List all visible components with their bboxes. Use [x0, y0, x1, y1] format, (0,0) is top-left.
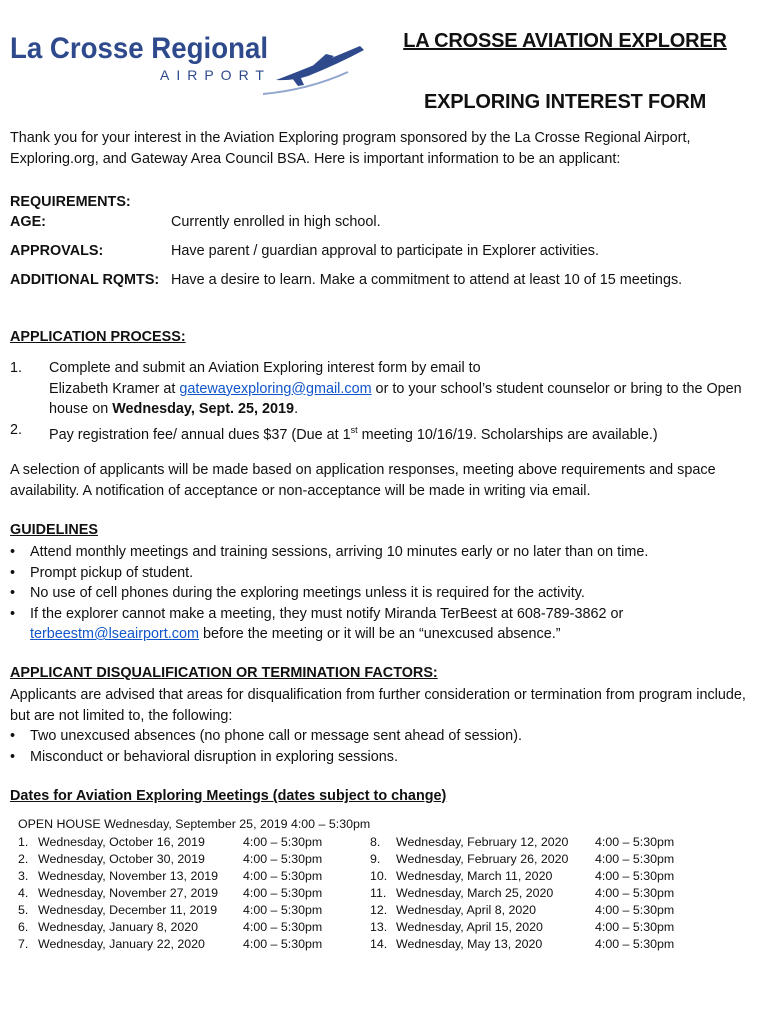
meeting-time: 4:00 – 5:30pm: [595, 886, 675, 900]
factor-text: Two unexcused absences (no phone call or message sent ahead of session).: [30, 728, 522, 744]
meeting-time: 4:00 – 5:30pm: [243, 903, 323, 917]
list-item: [10, 604, 762, 645]
meeting-date: Wednesday, February 26, 2020: [396, 852, 569, 866]
airport-logo: [8, 28, 370, 98]
bullet: •: [10, 605, 16, 622]
meeting-number: 1.: [18, 835, 29, 849]
meeting-date: Wednesday, December 11, 2019: [38, 903, 218, 917]
requirement-value: Have parent / guardian approval to participate in Explorer activities.: [171, 243, 599, 259]
superscript: st: [350, 424, 358, 435]
meeting-number: 3.: [18, 869, 29, 883]
logo-line1: La Crosse Regional: [10, 32, 268, 65]
meeting-date: Wednesday, March 11, 2020: [396, 869, 553, 883]
meeting-number: 12.: [370, 903, 388, 917]
meeting-time: 4:00 – 5:30pm: [595, 852, 675, 866]
meeting-date: Wednesday, November 27, 2019: [38, 886, 219, 900]
meeting-time: 4:00 – 5:30pm: [243, 937, 323, 951]
bullet: •: [10, 585, 16, 601]
meeting-time: 4:00 – 5:30pm: [243, 920, 323, 934]
step-number: 2.: [10, 421, 23, 438]
guidelines-heading: GUIDELINES: [10, 522, 98, 538]
step-text: Pay registration fee/ annual dues $37 (Due at 1: [49, 426, 351, 443]
bullet: •: [10, 544, 16, 560]
list-item: [10, 726, 762, 747]
meeting-time: 4:00 – 5:30pm: [595, 835, 675, 849]
list-item: [10, 420, 762, 445]
requirements-heading: REQUIREMENTS:: [10, 194, 131, 210]
meeting-number: 13.: [370, 920, 388, 934]
disqualification-paragraph: Applicants are advised that areas for disqualification from further consideration or termination from program include, but are not limited to, the following:: [10, 687, 746, 724]
meeting-date: Wednesday, January 8, 2020: [38, 920, 199, 934]
requirement-label: AGE:: [10, 214, 46, 230]
meeting-number: 8.: [370, 835, 381, 849]
meeting-time: 4:00 – 5:30pm: [243, 869, 323, 883]
form-subtitle: EXPLORING INTEREST FORM: [423, 91, 707, 113]
meeting-time: 4:00 – 5:30pm: [243, 886, 323, 900]
list-item: [10, 747, 762, 768]
meeting-number: 11.: [370, 886, 387, 900]
meeting-number: 10.: [370, 869, 388, 883]
open-house-date: Wednesday, Sept. 25, 2019: [112, 401, 295, 417]
bullet: •: [10, 728, 16, 744]
factor-text: Misconduct or behavioral disruption in exploring sessions.: [30, 748, 398, 765]
email-link[interactable]: gatewayexploring@gmail.com: [179, 380, 372, 397]
disqualification-heading: APPLICANT DISQUALIFICATION OR TERMINATION FACTORS:: [10, 665, 438, 681]
meeting-time: 4:00 – 5:30pm: [595, 869, 675, 883]
meeting-date: Wednesday, April 8, 2020: [396, 903, 537, 917]
meeting-date: Wednesday, January 22, 2020: [38, 937, 205, 951]
meeting-date: Wednesday, March 25, 2020: [396, 886, 554, 900]
guideline-text: Prompt pickup of student.: [30, 564, 194, 581]
guideline-text: Attend monthly meetings and training sessions, arriving 10 minutes early or no later than on time.: [30, 544, 649, 560]
guidelines-list: [10, 542, 762, 645]
meeting-time: 4:00 – 5:30pm: [595, 903, 675, 917]
list-item: [10, 358, 762, 420]
intro-paragraph: Thank you for your interest in the Aviation Exploring program sponsored by the La Crosse Regional Airport, Exploring.org, and Gateway Area Council BSA. Here is important information to be an applicant:: [10, 130, 691, 167]
requirement-value: Currently enrolled in high school.: [171, 214, 381, 230]
meeting-date: Wednesday, May 13, 2020: [396, 937, 543, 951]
requirement-label: APPROVALS:: [10, 243, 104, 259]
meeting-date: Wednesday, April 15, 2020: [396, 920, 543, 934]
guideline-text: If the explorer cannot make a meeting, they must notify Miranda TerBeest at 608-789-3862 or: [30, 605, 624, 622]
step-number: 1.: [10, 360, 23, 376]
logo-line2: AIRPORT: [160, 67, 271, 83]
guideline-text: No use of cell phones during the exploring meetings unless it is required for the activity.: [30, 585, 585, 601]
meeting-date: Wednesday, October 16, 2019: [38, 835, 205, 849]
meeting-number: 4.: [18, 886, 29, 900]
meeting-number: 14.: [370, 937, 388, 951]
page-title: LA CROSSE AVIATION EXPLORER: [403, 30, 727, 52]
application-process-heading: APPLICATION PROCESS:: [10, 329, 186, 345]
guideline-text: before the meeting or it will be an “unexcused absence.”: [198, 626, 561, 642]
meeting-time: 4:00 – 5:30pm: [243, 852, 323, 866]
disqualification-list: [10, 726, 762, 767]
application-steps: [10, 358, 762, 445]
step-text: Complete and submit an Aviation Exploring interest form by email to: [49, 360, 481, 376]
requirement-label: ADDITIONAL RQMTS:: [10, 272, 160, 288]
meeting-time: 4:00 – 5:30pm: [243, 835, 323, 849]
step-text: or to your school’s student counselor or bring to the Open house on: [49, 380, 742, 417]
meeting-time: 4:00 – 5:30pm: [595, 920, 675, 934]
step-text: meeting 10/16/19. Scholarships are available.): [357, 426, 658, 443]
requirement-value: Have a desire to learn. Make a commitment to attend at least 10 of 15 meetings.: [171, 272, 683, 288]
list-item: [10, 583, 762, 604]
meeting-number: 7.: [18, 937, 29, 951]
step-text: Elizabeth Kramer at: [49, 380, 180, 397]
meeting-number: 6.: [18, 920, 29, 934]
meeting-number: 9.: [370, 852, 381, 866]
selection-paragraph: A selection of applicants will be made based on application responses, meeting above requirements and space availability. A notification of acceptance or non-acceptance will be made in writing via email.: [10, 462, 716, 499]
bullet: •: [10, 564, 16, 581]
dates-heading: Dates for Aviation Exploring Meetings (dates subject to change): [10, 788, 447, 804]
meeting-time: 4:00 – 5:30pm: [595, 937, 675, 951]
meeting-date: Wednesday, February 12, 2020: [396, 835, 569, 849]
list-item: [10, 563, 762, 584]
bullet: •: [10, 748, 16, 765]
step-text: .: [294, 401, 299, 417]
airplane-icon: [8, 28, 370, 98]
open-house-line: OPEN HOUSE Wednesday, September 25, 2019 4:00 – 5:30pm: [18, 817, 371, 831]
email-link[interactable]: terbeestm@lseairport.com: [30, 626, 199, 642]
list-item: [10, 542, 762, 563]
meeting-date: Wednesday, November 13, 2019: [38, 869, 219, 883]
meeting-date: Wednesday, October 30, 2019: [38, 852, 205, 866]
meeting-number: 5.: [18, 903, 29, 917]
meeting-number: 2.: [18, 852, 29, 866]
